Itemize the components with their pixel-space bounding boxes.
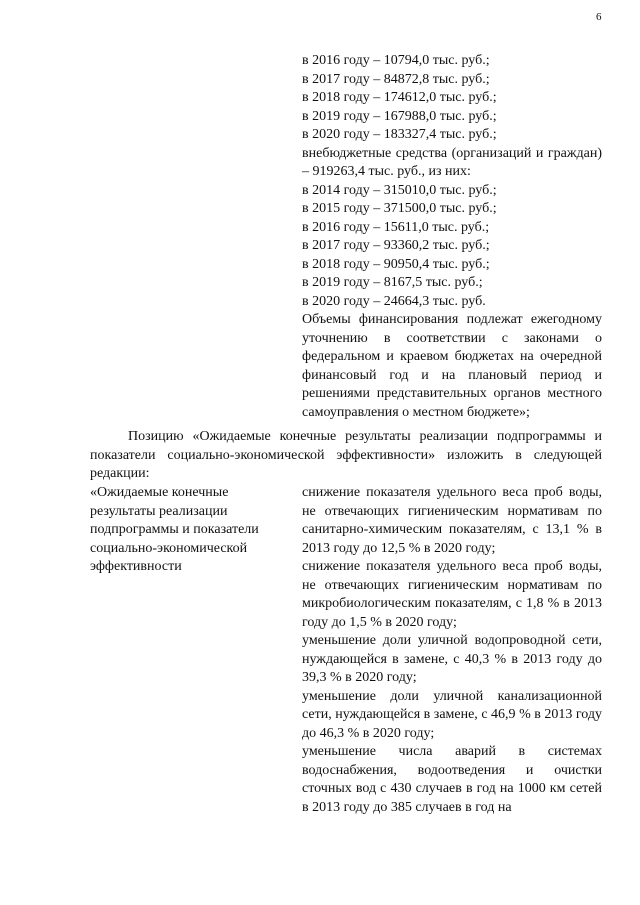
funding-line: в 2014 году – 315010,0 тыс. руб.;: [302, 182, 497, 198]
funding-note: Объемы финансирования подлежат ежегодному уточнению в соответствии с законами о федеральном и краевом бюджетах на очередной финансовый год и на плановый период и решениями представительных органов местного самоуправления о местном бюджете»;: [302, 312, 602, 420]
result-item: уменьшение доли уличной водопроводной сети, нуждающейся в замене, с 40,3 % в 2013 году до 39,3 % в 2020 году;: [302, 633, 602, 685]
funding-line: в 2019 году – 167988,0 тыс. руб.;: [302, 108, 497, 124]
result-item: снижение показателя удельного веса проб воды, не отвечающих гигиеническим нормативам по санитарно-химическим показателям, с 13,1 % в 2013 году до 12,5 % в 2020 году;: [302, 485, 602, 556]
funding-line: в 2018 году – 174612,0 тыс. руб.;: [302, 90, 497, 105]
page-number: 6: [596, 11, 602, 23]
amendment-paragraph: [90, 428, 602, 484]
funding-line: в 2015 году – 371500,0 тыс. руб.;: [302, 201, 497, 216]
funding-line: в 2018 году – 90950,4 тыс. руб.;: [302, 256, 490, 272]
funding-line: в 2019 году – 8167,5 тыс. руб.;: [302, 275, 483, 290]
position-label: «Ожидаемые конечные результаты реализации подпрограммы и показатели социально-экономической эффективности: [90, 485, 259, 574]
amendment-text: Позицию «Ожидаемые конечные результаты реализации подпрограммы и показатели социально-экономической эффективности» изложить в следующей редакции:: [90, 429, 602, 481]
funding-line: в 2020 году – 183327,4 тыс. руб.;: [302, 127, 497, 142]
funding-line: в 2016 году – 15611,0 тыс. руб.;: [302, 219, 490, 235]
funding-line: в 2020 году – 24664,3 тыс. руб.: [302, 293, 486, 309]
funding-list: [302, 52, 602, 422]
funding-line: в 2016 году – 10794,0 тыс. руб.;: [302, 53, 490, 68]
offbudget-line: внебюджетные средства (организаций и граждан) – 919263,4 тыс. руб., из них:: [302, 145, 602, 179]
result-item: снижение показателя удельного веса проб воды, не отвечающих гигиеническим нормативам по микробиологическим показателям, с 1,8 % в 2013 году до 1,5 % в 2020 году;: [302, 559, 602, 630]
result-item: уменьшение доли уличной канализационной сети, нуждающейся в замене, с 46,9 % в 2013 году до 46,3 % в 2020 году;: [302, 688, 602, 741]
result-item: уменьшение числа аварий в системах водоснабжения, водоотведения и очистки сточных вод с 430 случаев в год на 1000 км сетей в 2013 году до 385 случаев в год на: [302, 744, 602, 815]
funding-line: в 2017 году – 84872,8 тыс. руб.;: [302, 71, 490, 87]
results-list: [302, 484, 602, 817]
funding-line: в 2017 году – 93360,2 тыс. руб.;: [302, 238, 490, 253]
